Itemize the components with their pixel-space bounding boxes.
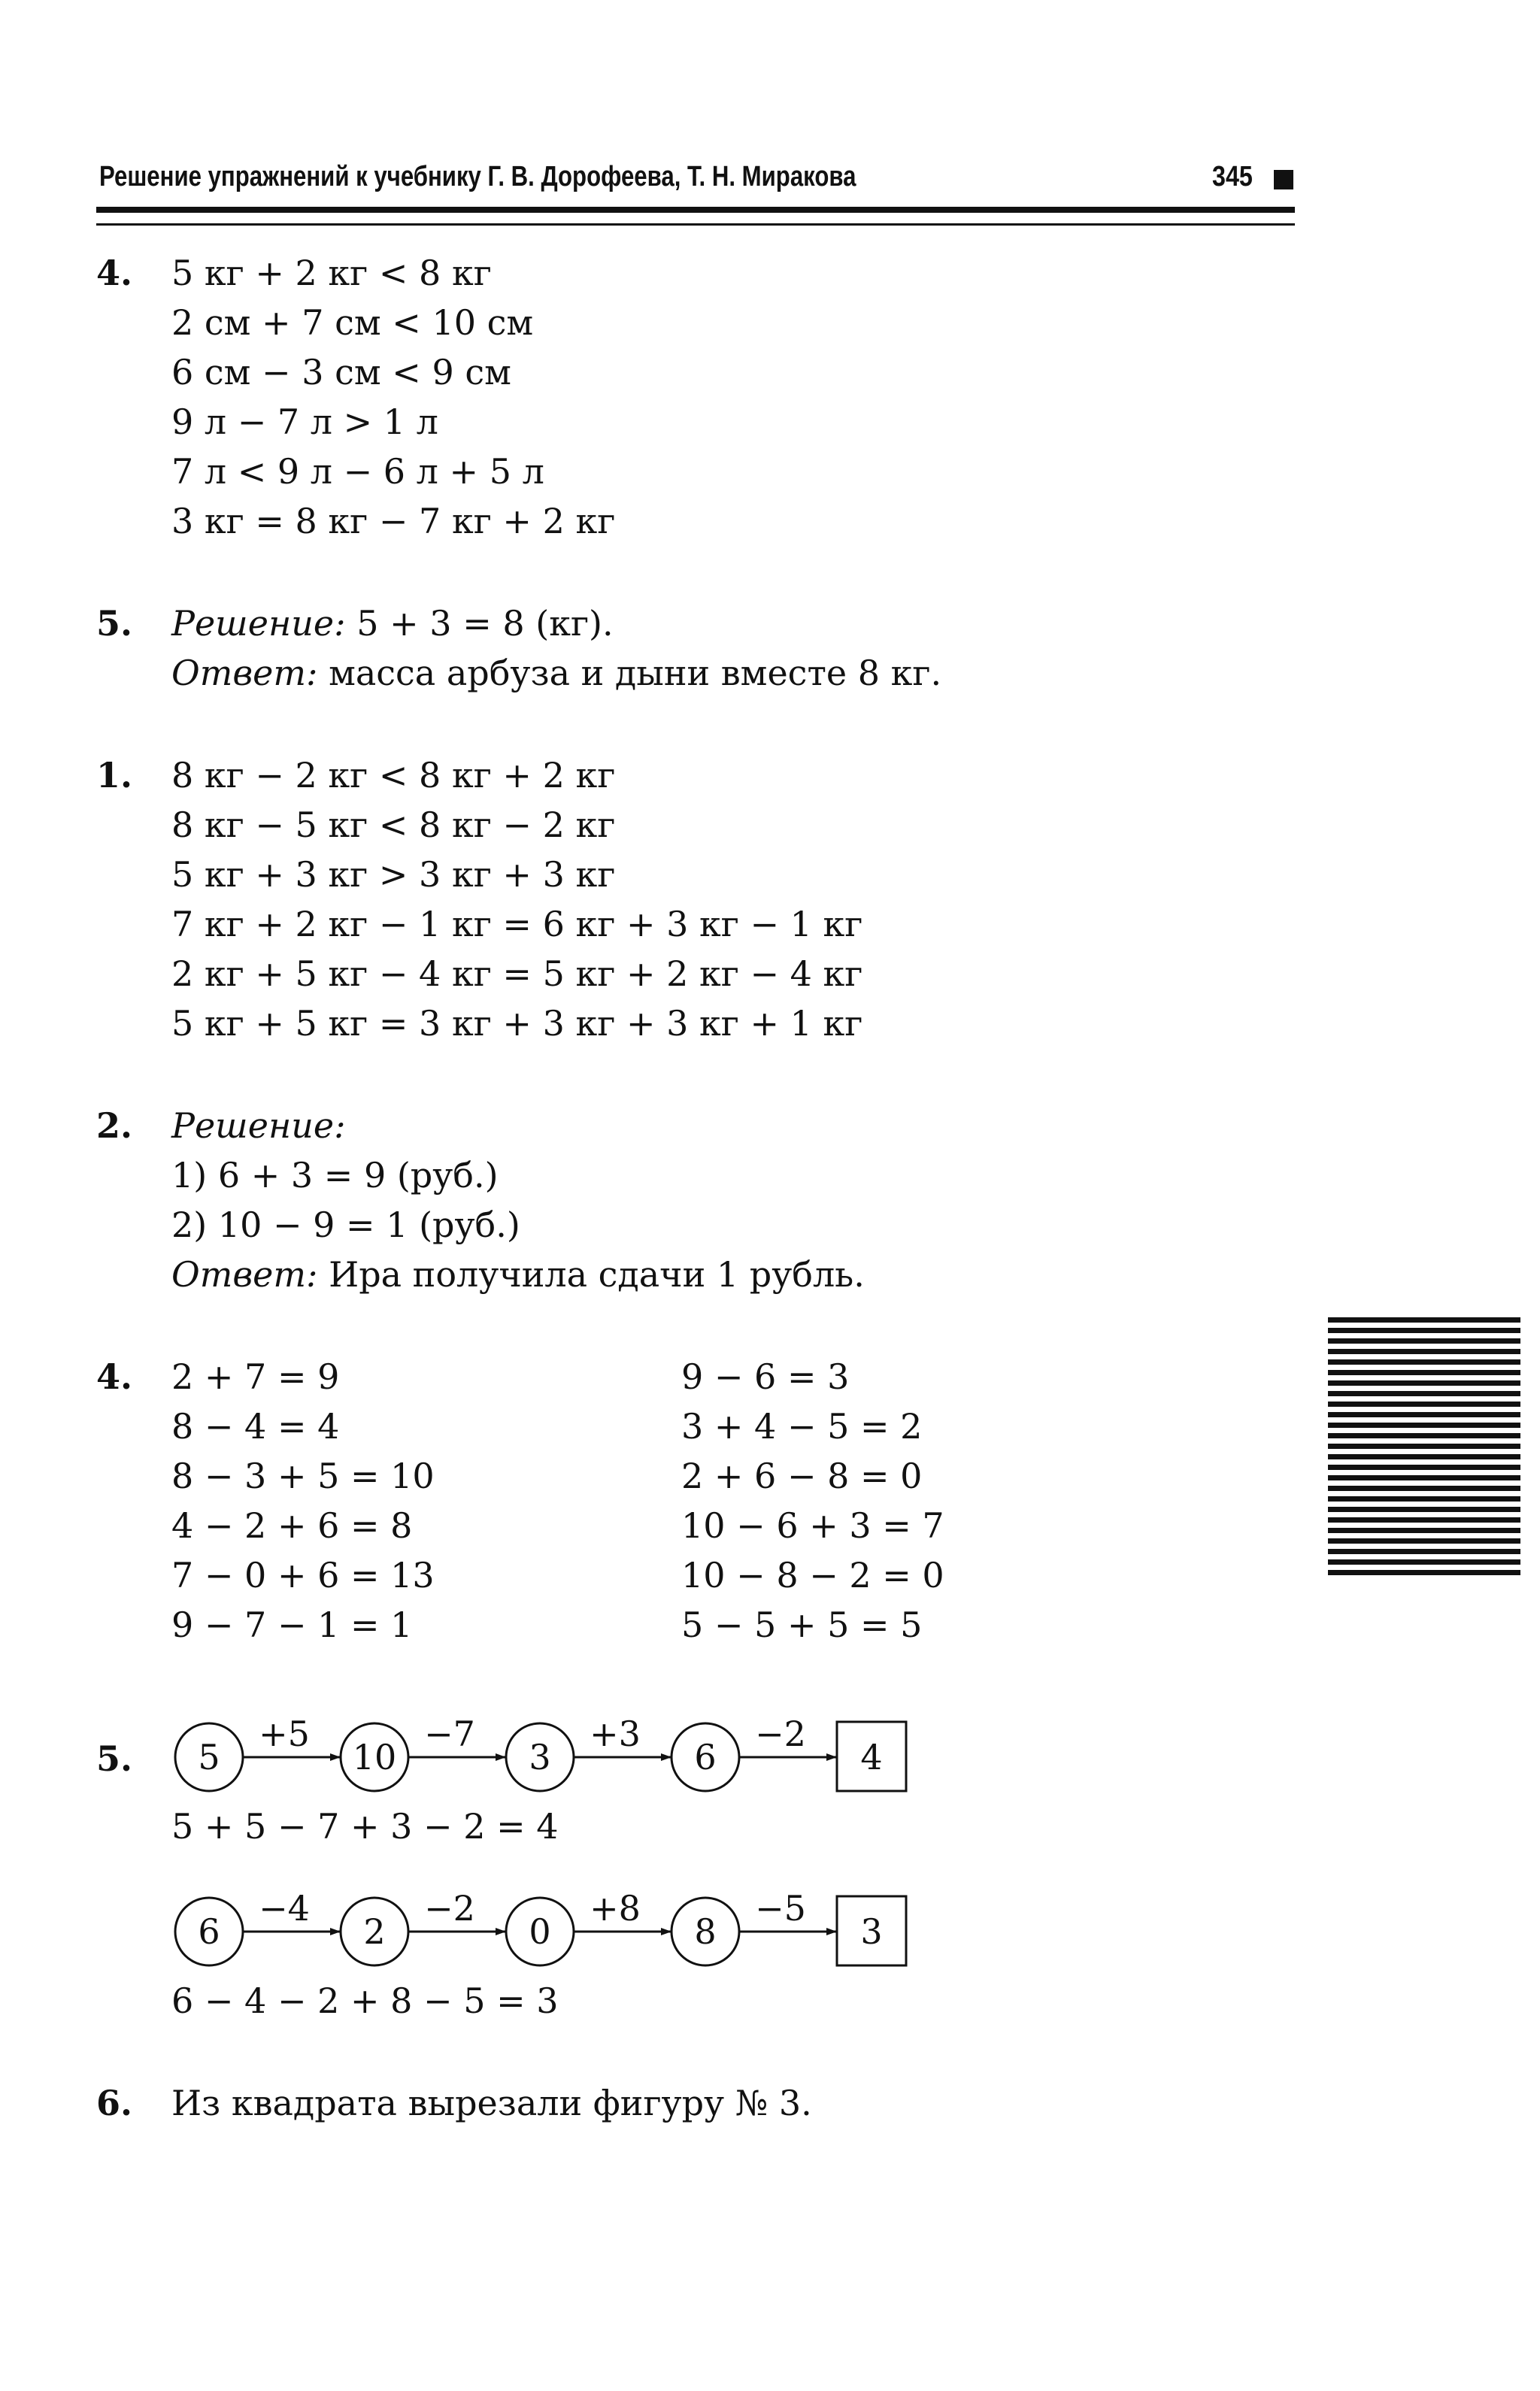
comparison-line: 8 кг − 5 кг < 8 кг − 2 кг bbox=[171, 805, 616, 845]
equation-right: 5 − 5 + 5 = 5 bbox=[681, 1605, 923, 1645]
inequality-line: 2 см + 7 см < 10 см bbox=[171, 302, 534, 343]
exercise-text: Из квадрата вырезали фигуру № 3. bbox=[171, 2083, 812, 2123]
equation-left: 7 − 0 + 6 = 13 bbox=[171, 1555, 435, 1596]
answer-line bbox=[171, 1254, 865, 1295]
page-marker-square bbox=[1274, 170, 1293, 189]
exercise-number: 4. bbox=[96, 253, 133, 293]
equation-left: 2 + 7 = 9 bbox=[171, 1356, 340, 1397]
answer-label: Ответ: bbox=[171, 1254, 318, 1295]
arrow-chain-2 bbox=[165, 1881, 925, 1994]
solution-step: 2) 10 − 9 = 1 (руб.) bbox=[171, 1205, 520, 1245]
chain-node-value: 5 bbox=[198, 1737, 220, 1777]
equation-left: 4 − 2 + 6 = 8 bbox=[171, 1505, 413, 1546]
chain-operation: −7 bbox=[424, 1714, 475, 1754]
inequality-line: 3 кг = 8 кг − 7 кг + 2 кг bbox=[171, 501, 616, 541]
exercise-number: 5. bbox=[96, 603, 133, 644]
answer-label: Ответ: bbox=[171, 653, 318, 693]
solution-text: 5 + 3 = 8 (кг). bbox=[345, 603, 614, 644]
inequality-line: 9 л − 7 л > 1 л bbox=[171, 402, 438, 442]
comparison-line: 5 кг + 3 кг > 3 кг + 3 кг bbox=[171, 854, 616, 895]
chain-equation: 6 − 4 − 2 + 8 − 5 = 3 bbox=[171, 1980, 559, 2021]
header-rule-thin bbox=[96, 223, 1295, 226]
chain-operation: +8 bbox=[590, 1888, 641, 1929]
equation-left: 8 − 4 = 4 bbox=[171, 1406, 340, 1447]
solution-line bbox=[171, 603, 614, 644]
chain-node-value: 6 bbox=[198, 1911, 220, 1952]
chain-node-value: 8 bbox=[694, 1911, 717, 1952]
chain-result-value: 3 bbox=[860, 1911, 883, 1952]
answer-line bbox=[171, 653, 942, 693]
equation-right: 10 − 6 + 3 = 7 bbox=[681, 1505, 944, 1546]
chain-operation: −2 bbox=[755, 1714, 806, 1754]
equation-left: 9 − 7 − 1 = 1 bbox=[171, 1605, 413, 1645]
comparison-line: 5 кг + 5 кг = 3 кг + 3 кг + 3 кг + 1 кг bbox=[171, 1003, 863, 1044]
answer-text: Ира получила сдачи 1 рубль. bbox=[317, 1254, 865, 1295]
solution-label: Решение: bbox=[171, 603, 346, 644]
answer-text: масса арбуза и дыни вместе 8 кг. bbox=[317, 653, 942, 693]
chain-operation: +5 bbox=[259, 1714, 310, 1754]
chain-result-value: 4 bbox=[860, 1737, 883, 1777]
comparison-line: 7 кг + 2 кг − 1 кг = 6 кг + 3 кг − 1 кг bbox=[171, 904, 863, 944]
chain-operation: −2 bbox=[424, 1888, 475, 1929]
comparison-line: 8 кг − 2 кг < 8 кг + 2 кг bbox=[171, 755, 616, 795]
inequality-line: 7 л < 9 л − 6 л + 5 л bbox=[171, 451, 544, 492]
exercise-number: 2. bbox=[96, 1105, 133, 1146]
equation-right: 10 − 8 − 2 = 0 bbox=[681, 1555, 944, 1596]
header-rule-thick bbox=[96, 207, 1295, 213]
equation-right: 2 + 6 − 8 = 0 bbox=[681, 1456, 923, 1496]
solution-label: Решение: bbox=[171, 1105, 346, 1146]
chain-node-value: 0 bbox=[529, 1911, 551, 1952]
chain-equation: 5 + 5 − 7 + 3 − 2 = 4 bbox=[171, 1806, 559, 1847]
chain-node-value: 2 bbox=[363, 1911, 386, 1952]
equation-right: 9 − 6 = 3 bbox=[681, 1356, 850, 1397]
exercise-number: 4. bbox=[96, 1356, 133, 1397]
page-number: 345 bbox=[1212, 161, 1253, 192]
chain-node-value: 10 bbox=[352, 1737, 397, 1777]
exercise-number: 5. bbox=[96, 1738, 133, 1779]
chain-node-value: 3 bbox=[529, 1737, 551, 1777]
exercise-number: 1. bbox=[96, 755, 133, 795]
running-header: Решение упражнений к учебнику Г. В. Дорофеева, Т. Н. Миракова bbox=[99, 161, 856, 192]
inequality-line: 5 кг + 2 кг < 8 кг bbox=[171, 253, 492, 293]
chain-node-value: 6 bbox=[694, 1737, 717, 1777]
chain-operation: +3 bbox=[590, 1714, 641, 1754]
equation-right: 3 + 4 − 5 = 2 bbox=[681, 1406, 923, 1447]
arrow-chain-1 bbox=[165, 1707, 925, 1820]
inequality-line: 6 см − 3 см < 9 см bbox=[171, 352, 511, 392]
exercise-number: 6. bbox=[96, 2083, 133, 2123]
margin-stripe-tab bbox=[1328, 1317, 1520, 1580]
solution-step: 1) 6 + 3 = 9 (руб.) bbox=[171, 1155, 499, 1196]
chain-operation: −4 bbox=[259, 1888, 310, 1929]
comparison-line: 2 кг + 5 кг − 4 кг = 5 кг + 2 кг − 4 кг bbox=[171, 953, 863, 994]
chain-operation: −5 bbox=[755, 1888, 806, 1929]
equation-left: 8 − 3 + 5 = 10 bbox=[171, 1456, 435, 1496]
